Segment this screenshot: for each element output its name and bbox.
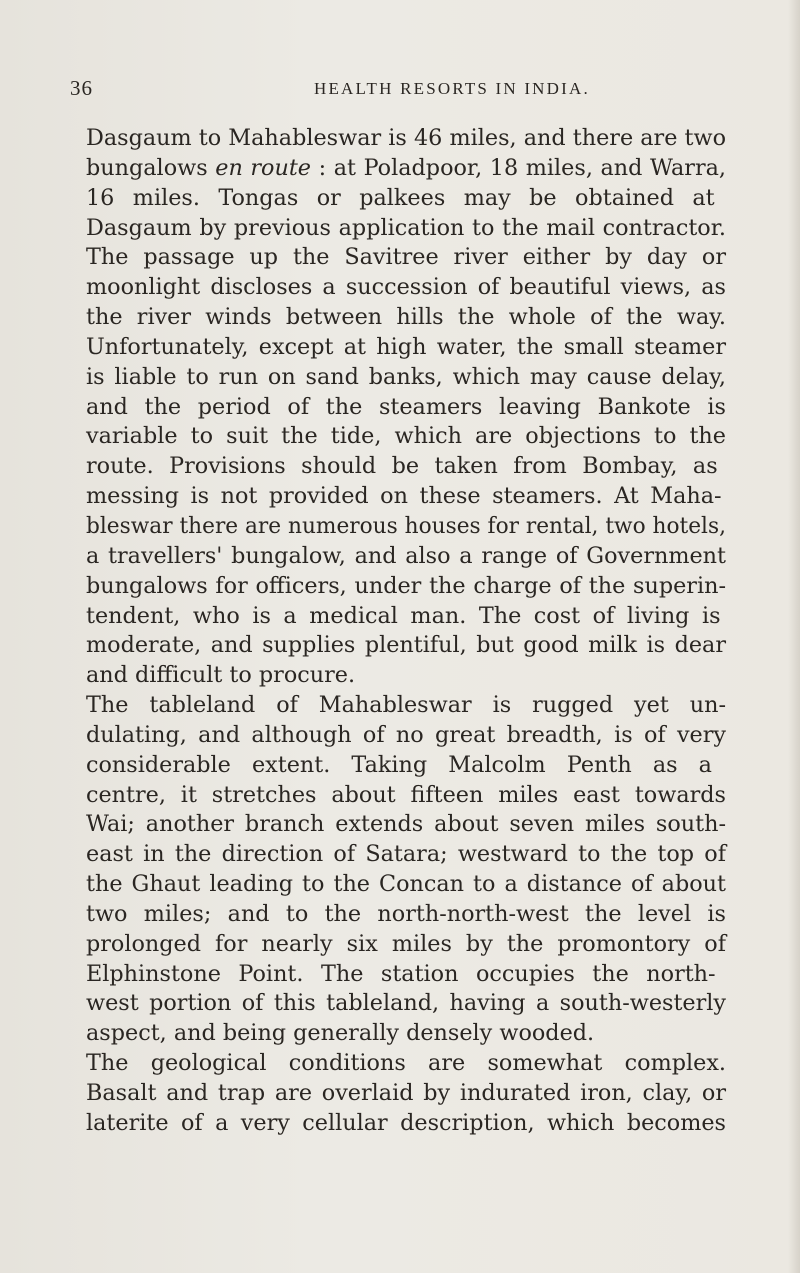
text-line: west portion of this tableland, having a south-westerly xyxy=(86,990,726,1017)
text-line: The geological conditions are somewhat complex. xyxy=(86,1050,726,1077)
text-line: is liable to run on sand banks, which may cause delay, xyxy=(86,363,726,390)
text-line: 16 miles. Tongas or palkees may be obtained at xyxy=(86,184,715,211)
text-line: aspect, and being generally densely wooded. xyxy=(86,1020,595,1047)
text-line: two miles; and to the north-north-west the level is xyxy=(86,900,726,927)
text-line: the river winds between hills the whole of the way. xyxy=(86,304,726,331)
text-line: messing is not provided on these steamers. At Maha- xyxy=(86,483,722,510)
text-line: tendent, who is a medical man. The cost of living is xyxy=(86,602,721,629)
page-edge-shadow xyxy=(788,0,800,1273)
text-line: a travellers' bungalow, and also a range of Government xyxy=(86,542,726,569)
text-line: and the period of the steamers leaving Bankote is xyxy=(86,393,726,420)
text-line: The tableland of Mahableswar is rugged yet un- xyxy=(86,692,726,719)
text-line: Unfortunately, except at high water, the small steamer xyxy=(86,333,726,360)
text-line: prolonged for nearly six miles by the promontory of xyxy=(86,930,726,957)
text-line: east in the direction of Satara; westward to the top of xyxy=(86,841,726,868)
text-line: Elphinstone Point. The station occupies the north- xyxy=(86,960,716,987)
text-line: dulating, and although of no great breadth, is of very xyxy=(86,721,726,748)
text-line: and difficult to procure. xyxy=(86,662,356,689)
text-line: bungalows en route : at Poladpoor, 18 miles, and Warra, xyxy=(86,154,727,181)
text-line: Dasgaum to Mahableswar is 46 miles, and there are two xyxy=(86,125,726,151)
text-line: The passage up the Savitree river either by day or xyxy=(86,244,726,271)
text-line: bungalows for officers, under the charge of the superin- xyxy=(86,572,726,599)
text-line: Dasgaum by previous application to the mail contractor. xyxy=(86,214,726,241)
page-number: 36 xyxy=(70,76,93,100)
text-line: route. Provisions should be taken from Bombay, as xyxy=(86,453,718,480)
text-line: considerable extent. Taking Malcolm Penth as a xyxy=(86,751,712,778)
text-line: centre, it stretches about fifteen miles east towards xyxy=(86,781,726,808)
page-header xyxy=(70,76,730,106)
text-line: moonlight discloses a succession of beautiful views, as xyxy=(86,274,726,301)
text-line: Basalt and trap are overlaid by indurated iron, clay, or xyxy=(86,1080,726,1106)
body-text xyxy=(86,124,726,1139)
text-line: the Ghaut leading to the Concan to a distance of about xyxy=(86,871,726,898)
italic-phrase: en route xyxy=(215,154,312,181)
text-line: Wai; another branch extends about seven miles south- xyxy=(86,811,726,838)
text-line: variable to suit the tide, which are objections to the xyxy=(86,423,726,450)
running-head: HEALTH RESORTS IN INDIA. xyxy=(314,79,590,98)
text-line: bleswar there are numerous houses for rental, two hotels, xyxy=(86,512,726,539)
text-line: laterite of a very cellular description, which becomes xyxy=(86,1109,726,1136)
text-line: moderate, and supplies plentiful, but good milk is dear xyxy=(86,632,726,659)
